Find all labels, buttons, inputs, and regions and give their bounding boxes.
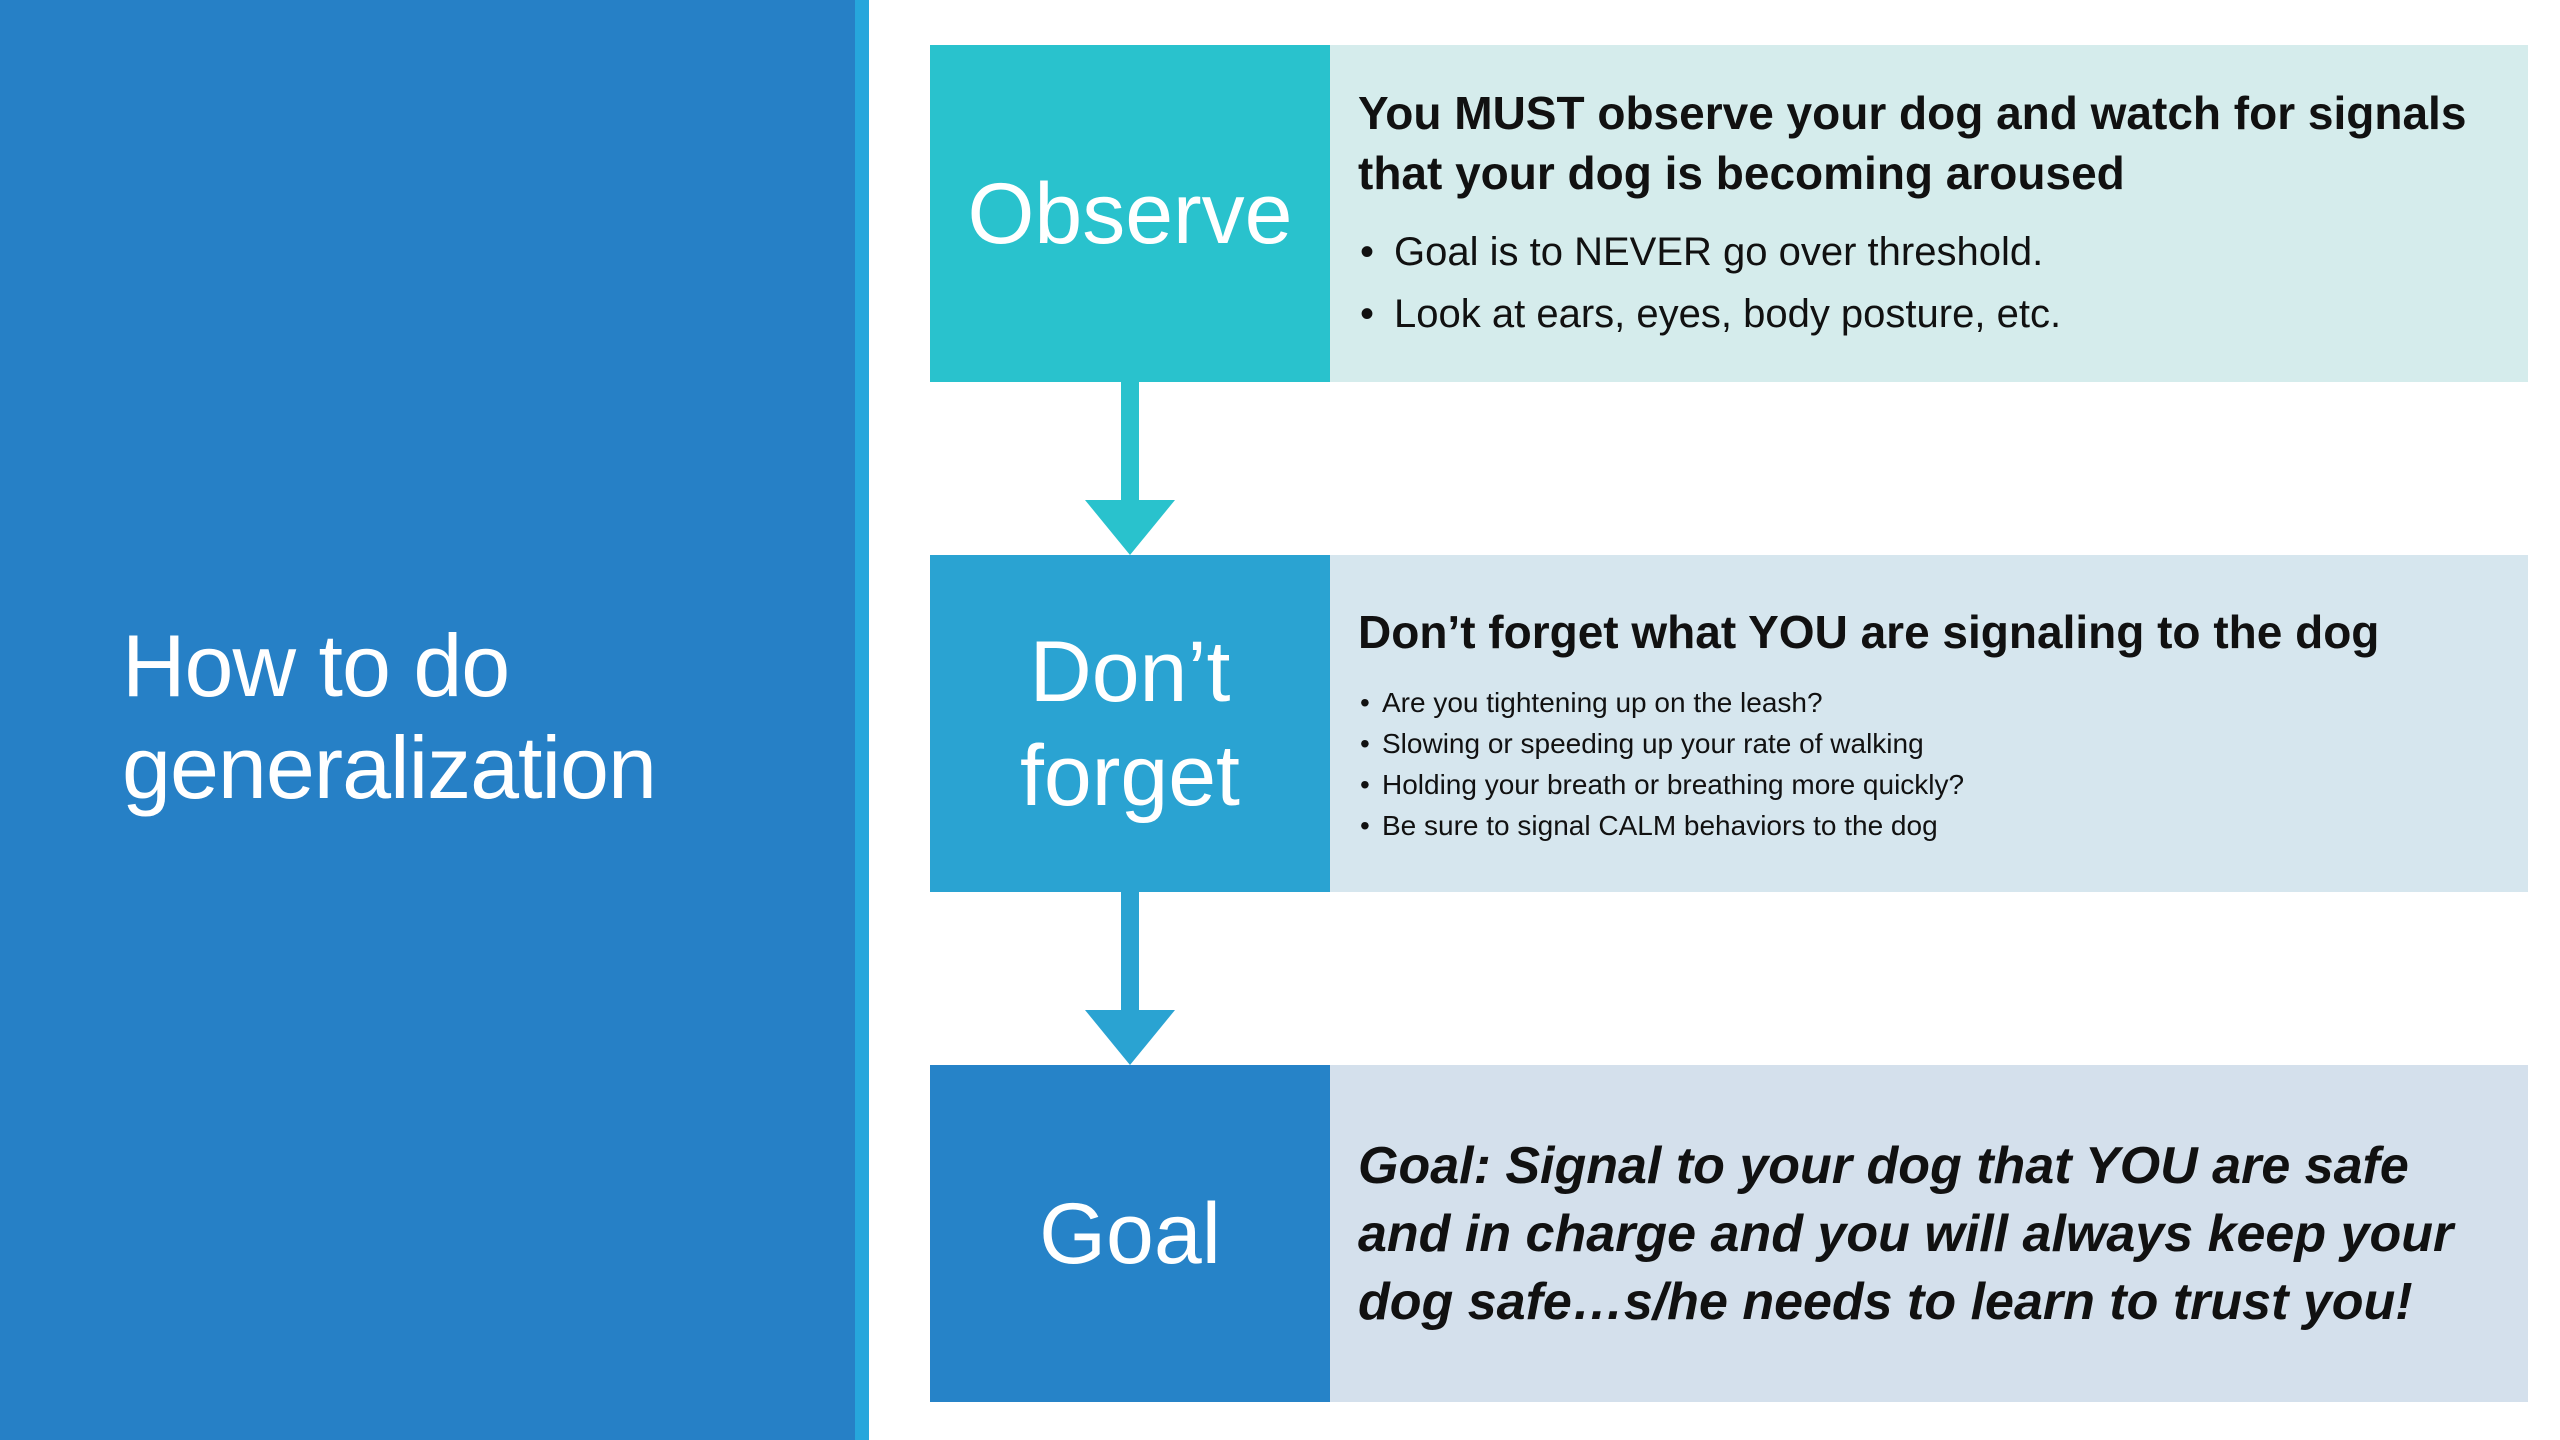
- step-dont-forget-label: [1020, 620, 1240, 828]
- step-observe-panel: [1330, 45, 2528, 382]
- step-goal-text: Goal: Signal to your dog that YOU are safe and in charge and you will always keep your dog safe…s/he needs to learn to trust you!: [1358, 1136, 2454, 1331]
- step-observe-label-box: [930, 45, 1330, 382]
- step-goal-label-box: [930, 1065, 1330, 1402]
- step-dont-forget-bullets: [1358, 682, 2498, 846]
- accent-bar: [855, 0, 869, 1440]
- step-observe-heading: You MUST observe your dog and watch for signals that your dog is becoming aroused: [1358, 86, 2467, 199]
- step-dont-forget-label-line-1: Don’t: [1029, 623, 1231, 720]
- bullet-item: • Slowing or speeding up your rate of walking: [1358, 723, 2498, 764]
- bullet-item: • Are you tightening up on the leash?: [1358, 682, 2498, 723]
- step-goal-panel: [1330, 1065, 2528, 1402]
- down-arrow-icon: [1085, 892, 1175, 1065]
- step-goal-label: Goal: [1039, 1185, 1221, 1282]
- slide-title-line-2: generalization: [122, 718, 656, 817]
- bullet-item: • Look at ears, eyes, body posture, etc.: [1358, 283, 2498, 345]
- step-dont-forget-panel: [1330, 555, 2528, 892]
- step-observe-bullets: [1358, 221, 2498, 345]
- bullet-item: • Be sure to signal CALM behaviors to the dog: [1358, 805, 2498, 846]
- slide-title-line-1: How to do: [122, 616, 510, 715]
- slide-title: [122, 615, 822, 819]
- bullet-item: • Holding your breath or breathing more quickly?: [1358, 764, 2498, 805]
- bullet-item: • Goal is to NEVER go over threshold.: [1358, 221, 2498, 283]
- step-observe-label: Observe: [967, 165, 1293, 262]
- down-arrow-icon: [1085, 382, 1175, 555]
- step-dont-forget-label-box: [930, 555, 1330, 892]
- step-dont-forget-heading: Don’t forget what YOU are signaling to the dog: [1358, 605, 2380, 658]
- step-dont-forget-label-line-2: forget: [1020, 727, 1240, 824]
